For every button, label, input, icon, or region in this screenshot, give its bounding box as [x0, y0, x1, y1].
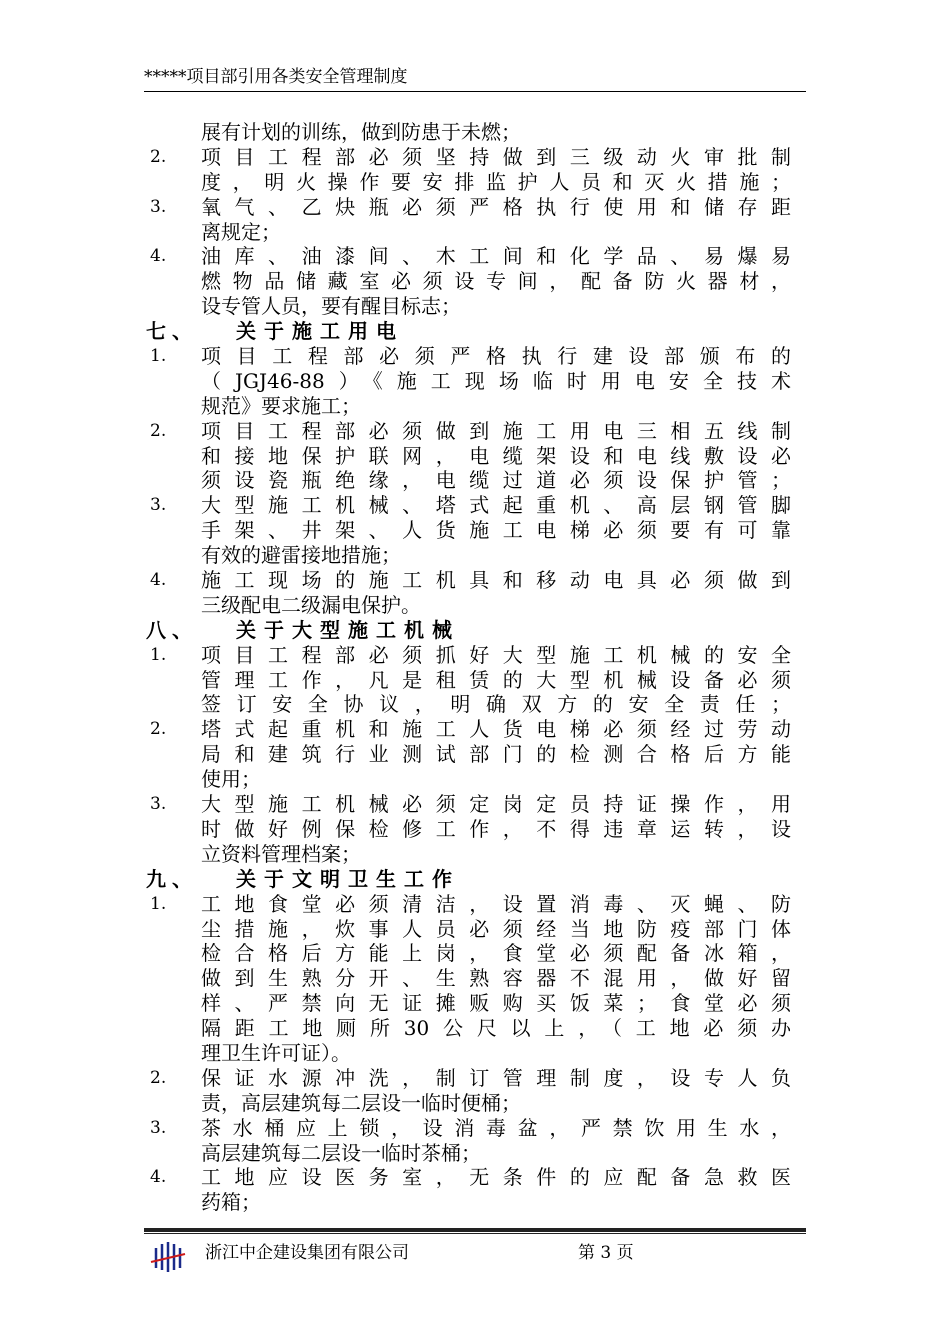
text-line — [146, 344, 811, 369]
text-line — [146, 269, 811, 294]
item-text: 立资料管理档案； — [201, 841, 361, 866]
footer-company-name: 浙江中企建设集团有限公司 — [205, 1243, 409, 1263]
item-number: 2. — [150, 1067, 167, 1088]
header-rule — [144, 91, 806, 92]
item-text: 检合格后方能上岗，食堂必须配备冰箱， — [201, 941, 791, 966]
document-body — [146, 120, 811, 1215]
text-line — [146, 468, 811, 493]
item-number: 1. — [150, 346, 167, 367]
text-line — [146, 1165, 811, 1190]
section-heading — [146, 319, 811, 344]
item-text: 样、严禁向无证摊贩购买饭菜；食堂必须 — [201, 991, 791, 1016]
item-number: 4. — [150, 1167, 167, 1188]
item-number: 4. — [150, 246, 167, 267]
text-line — [146, 1041, 811, 1066]
item-text: 规范》要求施工； — [201, 393, 361, 418]
item-number: 1. — [150, 644, 167, 665]
item-text: 和接地保护联网，电缆架设和电线敷设必 — [201, 443, 791, 468]
item-text: 大型施工机械、塔式起重机、高层钢管脚 — [201, 493, 791, 518]
text-line — [146, 767, 811, 792]
item-number: 3. — [150, 794, 167, 815]
item-text: 工地应设医务室，无条件的应配备急救医 — [201, 1165, 791, 1190]
item-text: 度，明火操作要安排监护人员和灭火措施； — [201, 169, 791, 194]
text-line — [146, 593, 811, 618]
item-number: 4. — [150, 570, 167, 591]
item-text: 手架、井架、人货施工电梯必须要有可靠 — [201, 518, 791, 543]
company-logo-icon — [150, 1240, 186, 1274]
item-number: 1. — [150, 893, 167, 914]
item-text: 须设瓷瓶绝缘，电缆过道必须设保护管； — [201, 468, 791, 493]
text-line — [146, 1091, 811, 1116]
text-line — [146, 792, 811, 817]
item-text: 茶水桶应上锁，设消毒盆，严禁饮用生水， — [201, 1115, 791, 1140]
item-text: 使用； — [201, 767, 261, 792]
item-text: 设专管人员，要有醒目标志； — [201, 294, 461, 319]
item-number: 3. — [150, 1117, 167, 1138]
section-heading — [146, 618, 811, 643]
section-title: 关于文明卫生工作 — [236, 866, 460, 891]
text-line — [146, 120, 811, 145]
item-text: 油库、油漆间、木工间和化学品、易爆易 — [201, 244, 791, 269]
section-number: 九、 — [146, 866, 198, 891]
text-line — [146, 1066, 811, 1091]
item-text: 项目工程部必须坚持做到三级动火审批制 — [201, 144, 791, 169]
text-line — [146, 294, 811, 319]
footer-rule-thick — [144, 1228, 806, 1232]
text-line — [146, 170, 811, 195]
footer-page-number: 第 3 页 — [578, 1243, 634, 1263]
text-line — [146, 419, 811, 444]
text-line — [146, 369, 811, 394]
text-line — [146, 892, 811, 917]
item-text: 管理工作，凡是租赁的大型机械设备必须 — [201, 667, 791, 692]
item-text: （JGJ46-88）《施工现场临时用电安全技术 — [201, 368, 791, 393]
text-line — [146, 1016, 811, 1041]
item-text: 有效的避雷接地措施； — [201, 543, 401, 568]
item-text: 燃物品储藏室必须设专间，配备防火器材， — [201, 269, 791, 294]
item-text: 尘措施，炊事人员必须经当地防疫部门体 — [201, 916, 791, 941]
section-number: 七、 — [146, 319, 198, 344]
item-text: 责，高层建筑每二层设一临时便桶； — [201, 1090, 521, 1115]
text-line — [146, 568, 811, 593]
item-text: 高层建筑每二层设一临时茶桶； — [201, 1140, 481, 1165]
text-line — [146, 717, 811, 742]
text-line — [146, 668, 811, 693]
text-line — [146, 244, 811, 269]
text-line — [146, 643, 811, 668]
text-line — [146, 543, 811, 568]
section-number: 八、 — [146, 617, 198, 642]
item-text: 施工现场的施工机具和移动电具必须做到 — [201, 568, 791, 593]
item-text: 离规定； — [201, 219, 281, 244]
item-text: 隔距工地厕所30公尺以上，（工地必须办 — [201, 1016, 791, 1041]
text-line — [146, 1116, 811, 1141]
item-number: 3. — [150, 495, 167, 516]
item-text: 做到生熟分开、生熟容器不混用，做好留 — [201, 966, 791, 991]
text-line — [146, 1141, 811, 1166]
text-line — [146, 1190, 811, 1215]
item-text: 大型施工机械必须定岗定员持证操作，用 — [201, 792, 791, 817]
item-text: 理卫生许可证）。 — [201, 1040, 351, 1065]
item-number: 2. — [150, 420, 167, 441]
section-heading — [146, 867, 811, 892]
item-text: 氧气、乙炔瓶必须严格执行使用和储存距 — [201, 194, 791, 219]
item-text: 项目工程部必须严格执行建设部颁布的 — [201, 344, 791, 369]
item-text: 三级配电二级漏电保护。 — [201, 592, 421, 617]
item-text: 签订安全协议，明确双方的安全责任； — [201, 692, 791, 717]
text-line — [146, 394, 811, 419]
text-line — [146, 220, 811, 245]
text-line — [146, 991, 811, 1016]
text-line — [146, 817, 811, 842]
item-number: 2. — [150, 719, 167, 740]
page-header-title: *****项目部引用各类安全管理制度 — [144, 67, 408, 87]
text-line — [146, 742, 811, 767]
item-number: 2. — [150, 146, 167, 167]
section-title: 关于大型施工机械 — [236, 617, 460, 642]
item-text: 局和建筑行业测试部门的检测合格后方能 — [201, 742, 791, 767]
item-text: 保证水源冲洗，制订管理制度，设专人负 — [201, 1065, 791, 1090]
footer-rule-thin — [144, 1233, 806, 1234]
item-text: 时做好例保检修工作，不得违章运转，设 — [201, 816, 791, 841]
item-text: 工地食堂必须清洁，设置消毒、灭蝇、防 — [201, 891, 791, 916]
item-text: 塔式起重机和施工人货电梯必须经过劳动 — [201, 717, 791, 742]
text-line — [146, 444, 811, 469]
text-line — [146, 518, 811, 543]
text-line — [146, 941, 811, 966]
section-title: 关于施工用电 — [236, 319, 404, 344]
text-line — [146, 145, 811, 170]
item-number: 3. — [150, 196, 167, 217]
text-line — [146, 493, 811, 518]
text-line — [146, 692, 811, 717]
item-text: 项目工程部必须做到施工用电三相五线制 — [201, 418, 791, 443]
text-line — [146, 195, 811, 220]
text-line — [146, 842, 811, 867]
text-line — [146, 966, 811, 991]
item-text: 项目工程部必须抓好大型施工机械的安全 — [201, 642, 791, 667]
item-text: 药箱； — [201, 1190, 261, 1215]
item-text: 展有计划的训练，做到防患于未燃； — [201, 120, 521, 144]
text-line — [146, 917, 811, 942]
